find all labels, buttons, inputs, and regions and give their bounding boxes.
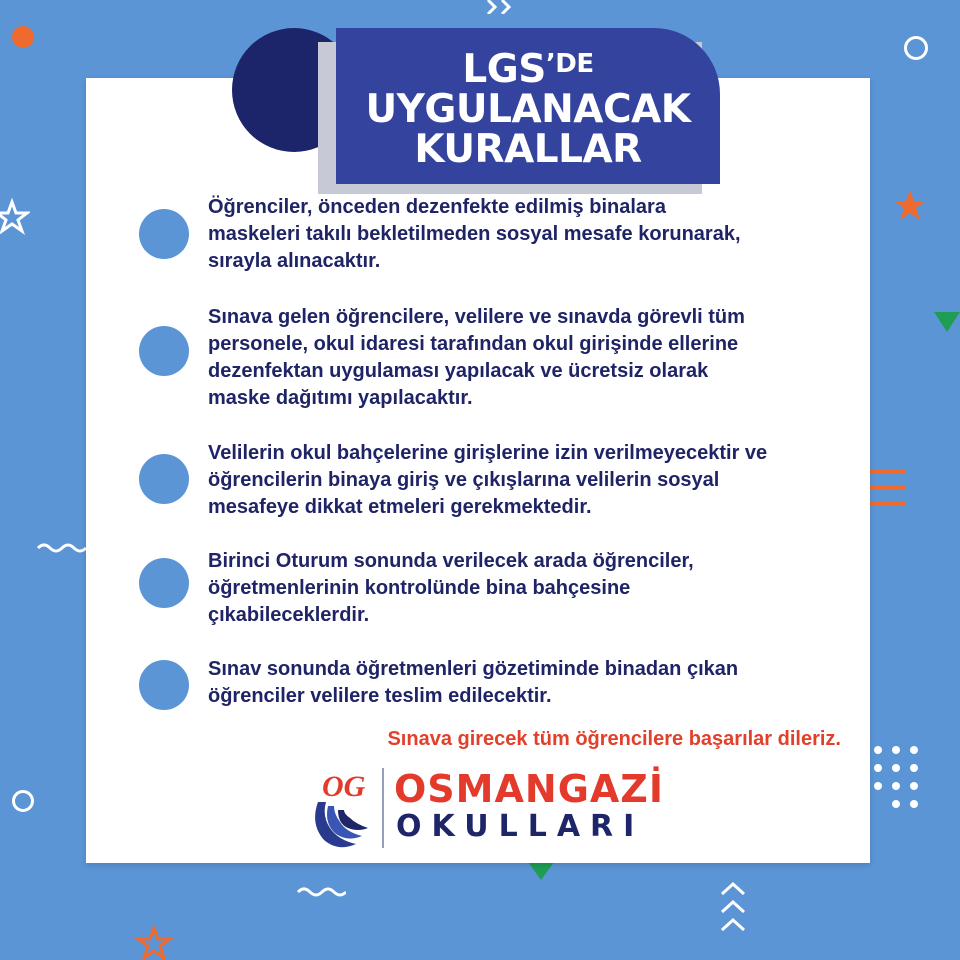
orange-dot-decoration xyxy=(12,26,34,48)
rule-line: Sınava gelen öğrencilere, velilere ve sınavda görevli tüm xyxy=(208,306,745,328)
rule-line: maske dağıtımı yapılacaktır. xyxy=(208,387,473,409)
rule-line: mesafeye dikkat etmeleri gerekmektedir. xyxy=(208,496,592,518)
school-logo xyxy=(308,766,708,851)
star-outline-decoration xyxy=(134,926,174,960)
rule-line: öğrencilerin binaya giriş ve çıkışlarına velilerin sosyal xyxy=(208,469,720,491)
bullet-circle xyxy=(139,558,189,608)
rule-line: sırayla alınacaktır. xyxy=(208,250,381,272)
dots-grid-decoration xyxy=(872,744,924,820)
star-decoration xyxy=(892,188,928,224)
triangle-decoration xyxy=(934,308,960,334)
wave-decoration xyxy=(296,884,346,900)
logo-subtitle: OKULLARI xyxy=(396,809,645,844)
rule-line: öğrenciler velilere teslim edilecektir. xyxy=(208,685,552,707)
title-line-1 xyxy=(336,44,720,90)
ring-decoration xyxy=(904,36,928,60)
title-banner xyxy=(336,28,720,184)
star-outline-decoration xyxy=(0,198,30,238)
wave-decoration xyxy=(36,540,86,556)
bullet-circle xyxy=(139,454,189,504)
bullet-circle xyxy=(139,660,189,710)
rule-line: öğretmenlerinin kontrolünde bina bahçesine xyxy=(208,577,631,599)
rule-text xyxy=(208,194,828,275)
rule-text xyxy=(208,440,828,521)
triangle-decoration xyxy=(528,862,554,882)
rule-line: dezenfektan uygulaması yapılacak ve ücretsiz olarak xyxy=(208,360,709,382)
rules-card xyxy=(86,78,870,863)
rule-line: Sınav sonunda öğretmenleri gözetiminde binadan çıkan xyxy=(208,658,739,680)
rule-text xyxy=(208,656,828,710)
rule-text xyxy=(208,548,828,629)
rule-text xyxy=(208,304,828,412)
rule-line: personele, okul idaresi tarafından okul girişinde ellerine xyxy=(208,333,739,355)
rule-line: Velilerin okul bahçelerine girişlerine izin verilmeyecektir ve xyxy=(208,442,768,464)
rule-line: Öğrenciler, önceden dezenfekte edilmiş binalara xyxy=(208,196,666,218)
good-luck-message: Sınava girecek tüm öğrencilere başarılar dileriz. xyxy=(387,728,841,750)
bullet-circle xyxy=(139,326,189,376)
title-lgs: LGS xyxy=(462,47,546,92)
logo-name: OSMANGAZİ xyxy=(394,767,664,811)
chevron-decoration xyxy=(486,0,522,14)
chevron-up-decoration xyxy=(718,880,748,936)
og-monogram-icon xyxy=(308,766,378,848)
monogram-text: OG xyxy=(322,770,366,803)
title-suffix: ’DE xyxy=(545,49,594,79)
bullet-circle xyxy=(139,209,189,259)
title-line-3: KURALLAR xyxy=(414,127,642,172)
title-line-2: UYGULANACAK xyxy=(365,87,691,132)
logo-divider xyxy=(382,768,384,848)
rule-line: çıkabileceklerdir. xyxy=(208,604,370,626)
ring-decoration xyxy=(12,790,34,812)
stripes-decoration xyxy=(870,466,910,512)
rule-line: Birinci Oturum sonunda verilecek arada öğrenciler, xyxy=(208,550,694,572)
rule-line: maskeleri takılı bekletilmeden sosyal mesafe korunarak, xyxy=(208,223,741,245)
